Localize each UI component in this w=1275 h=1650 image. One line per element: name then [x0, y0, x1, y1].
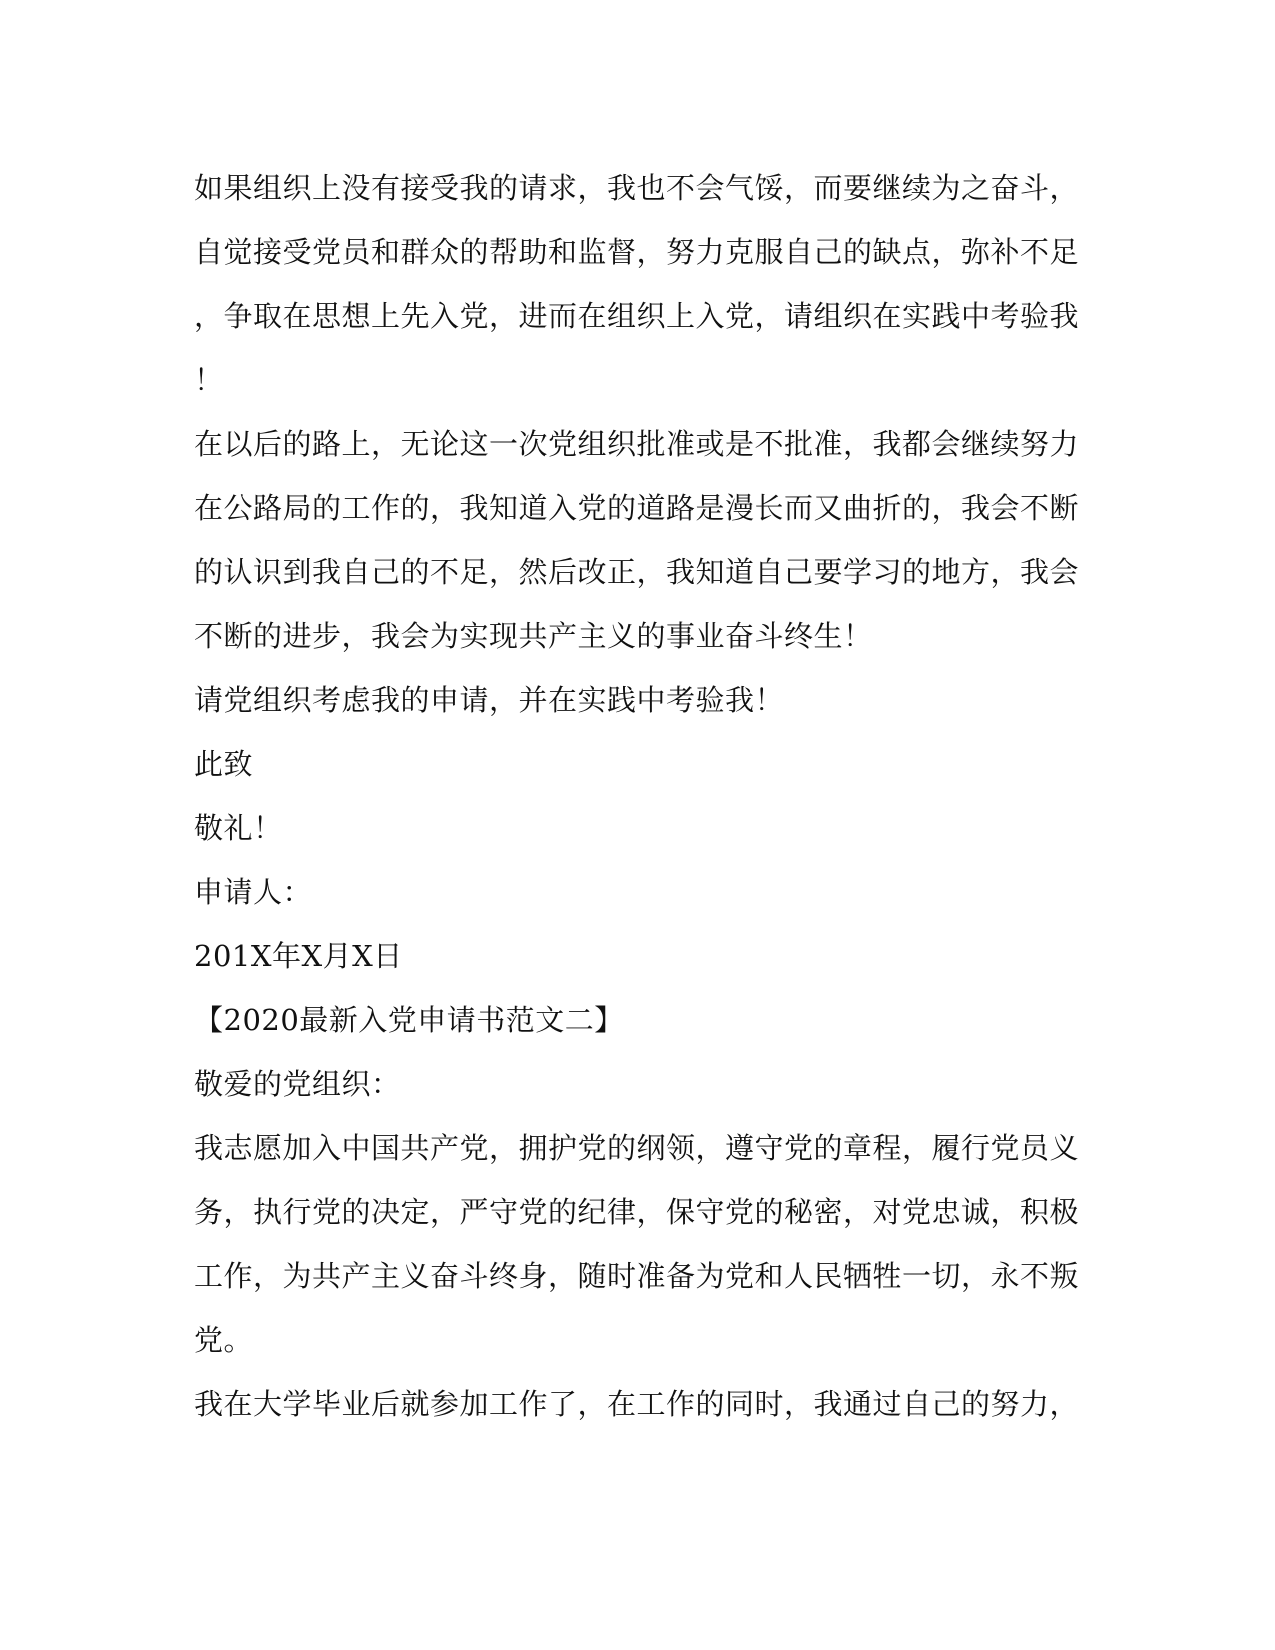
text-line: 的认识到我自己的不足，然后改正，我知道自己要学习的地方，我会 — [194, 555, 1080, 589]
text-line: 在公路局的工作的，我知道入党的道路是漫长而又曲折的，我会不断 — [194, 491, 1080, 525]
closing-salutation: 此致 — [194, 747, 254, 781]
text-line: 如果组织上没有接受我的请求，我也不会气馁，而要继续为之奋斗， — [194, 171, 1080, 205]
text-line: ，争取在思想上先入党，进而在组织上入党，请组织在实践中考验我 — [194, 299, 1080, 333]
text-line: 不断的进步，我会为实现共产主义的事业奋斗终生！ — [194, 619, 873, 653]
text-line: 我在大学毕业后就参加工作了，在工作的同时，我通过自己的努力， — [194, 1387, 1080, 1421]
closing-greeting: 敬礼！ — [194, 811, 283, 845]
text-line: 请党组织考虑我的申请，并在实践中考验我！ — [194, 683, 785, 717]
applicant-label: 申请人： — [194, 875, 313, 909]
text-line: 自觉接受党员和群众的帮助和监督，努力克服自己的缺点，弥补不足 — [194, 235, 1080, 269]
date-line: 201X年X月X日 — [194, 939, 403, 973]
section-heading: 【2020最新入党申请书范文二】 — [194, 1003, 624, 1037]
salutation: 敬爱的党组织： — [194, 1067, 401, 1101]
text-line: 我志愿加入中国共产党，拥护党的纲领，遵守党的章程，履行党员义 — [194, 1131, 1080, 1165]
text-line: 党。 — [194, 1323, 254, 1357]
text-line: 工作，为共产主义奋斗终身，随时准备为党和人民牺牲一切，永不叛 — [194, 1259, 1080, 1293]
text-line: 在以后的路上，无论这一次党组织批准或是不批准，我都会继续努力 — [194, 427, 1080, 461]
text-line: 务，执行党的决定，严守党的纪律，保守党的秘密，对党忠诚，积极 — [194, 1195, 1080, 1229]
text-line: ！ — [194, 363, 224, 397]
